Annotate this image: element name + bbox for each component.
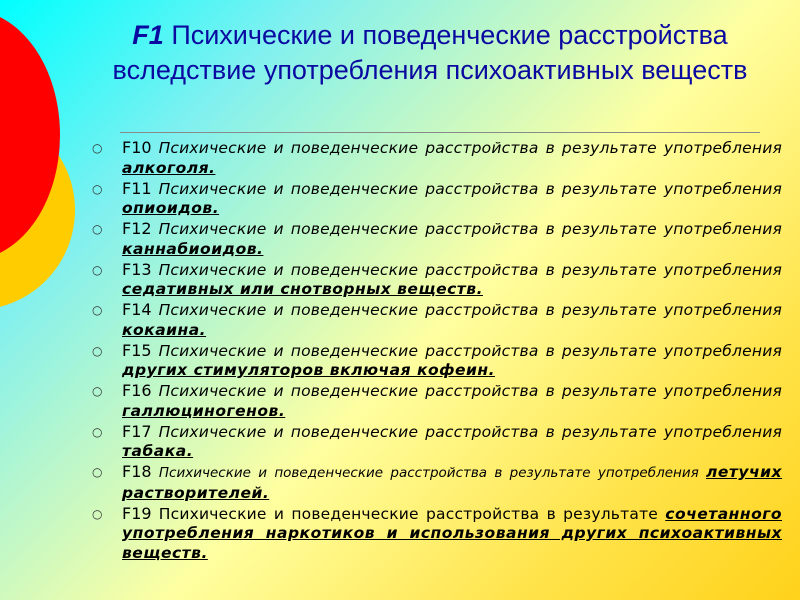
item-tail: . (476, 280, 483, 298)
item-substance: седативных или снотворных веществ (122, 280, 477, 298)
item-tail: . (209, 158, 216, 177)
item-description: Психические и поведенческие расстройства в результате употребления (151, 220, 782, 238)
item-code: F13 (122, 259, 152, 279)
item-code: F16 (122, 381, 152, 400)
item-tail: . (488, 361, 495, 379)
item-substance: каннабиоидов. (122, 239, 264, 258)
item-description: Психические и поведенческие расстройства в результате употребления (151, 465, 707, 481)
list-item (92, 179, 782, 219)
list-item (92, 422, 782, 462)
bullet-icon: ○ (92, 141, 103, 155)
item-tail: . (278, 401, 286, 420)
list-item (92, 219, 782, 259)
item-description: Психические и поведенческие расстройства в результате употребления (151, 422, 782, 441)
list-item (92, 138, 782, 178)
slide-title (110, 18, 750, 88)
list-item (92, 381, 782, 421)
list-item (92, 300, 782, 340)
bullet-icon: ○ (92, 343, 103, 358)
item-description: Психические и поведенческие расстройства в результате употребления (151, 139, 782, 157)
item-description: Психические и поведенческие расстройства в результате (151, 504, 666, 523)
item-substance: других стимуляторов включая кофеин (122, 361, 489, 379)
bullet-icon: ○ (92, 222, 103, 236)
item-substance: опиоидов. (122, 199, 220, 217)
bullet-icon: ○ (92, 303, 103, 317)
item-code: F10 (122, 138, 152, 157)
item-description: Психические и поведенческие расстройства в результате употребления (151, 260, 782, 279)
list-item (92, 341, 782, 381)
item-substance: кокаина. (122, 320, 207, 339)
bullet-icon: ○ (92, 506, 103, 521)
item-description: Психические и поведенческие расстройства в результате употребления (151, 179, 782, 198)
item-substance: табака. (122, 442, 194, 460)
title-divider (120, 132, 760, 133)
item-code: F17 (122, 421, 152, 441)
list-item (92, 504, 782, 564)
item-description: Психические и поведенческие расстройства в результате употребления (151, 382, 782, 400)
item-code: F11 (122, 178, 152, 198)
diagnosis-list (92, 138, 782, 564)
item-code: F15 (122, 340, 152, 360)
bullet-icon: ○ (92, 424, 103, 439)
item-code: F18 (122, 462, 152, 481)
list-item (92, 462, 782, 503)
item-substance: сочетанного употребления наркотиков и использования других психоактивных веществ. (122, 504, 782, 562)
item-code: F12 (122, 219, 152, 238)
title-text: Психические и поведенческие расстройства вследствие употребления психоактивных веществ (112, 20, 748, 85)
item-code: F19 (122, 503, 152, 523)
item-substance: алкоголя (122, 158, 210, 177)
item-code: F14 (122, 300, 152, 319)
title-code: F1 (132, 20, 164, 50)
item-description: Психические и поведенческие расстройства в результате употребления (151, 341, 782, 360)
item-substance: галлюциногенов (122, 401, 279, 420)
bullet-icon: ○ (92, 384, 103, 398)
list-item (92, 260, 782, 300)
item-description: Психические и поведенческие расстройства в результате употребления (151, 301, 782, 319)
item-substance: летучих растворителей. (122, 463, 782, 502)
bullet-icon: ○ (92, 465, 103, 479)
bullet-icon: ○ (92, 262, 103, 277)
bullet-icon: ○ (92, 181, 103, 196)
